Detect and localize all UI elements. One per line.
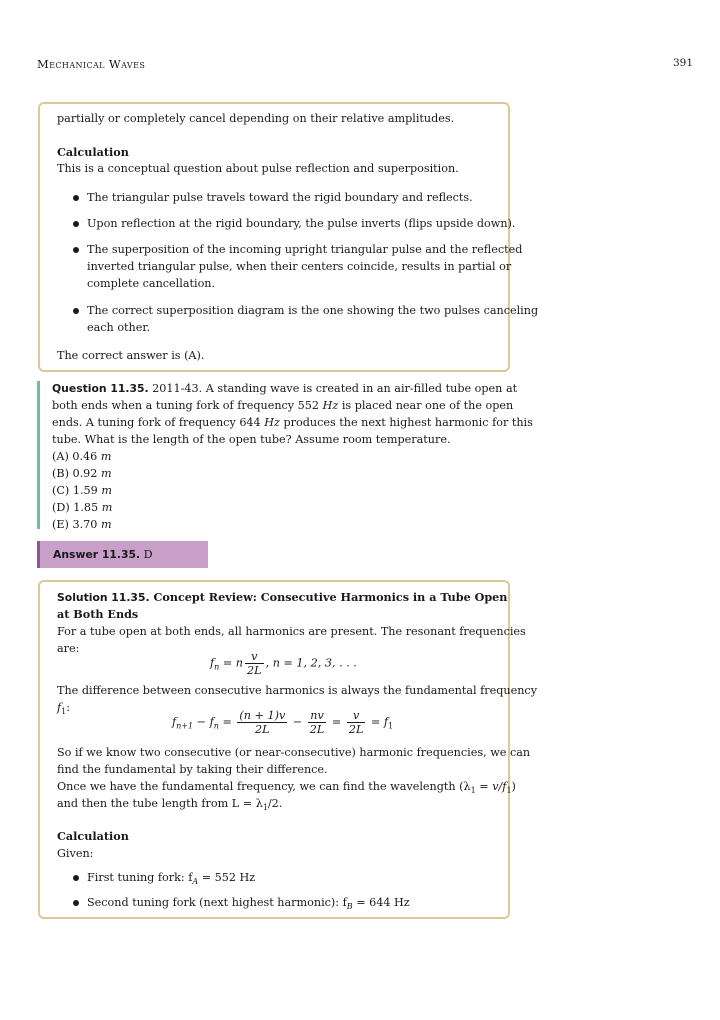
option-e: (E) 3.70 m — [52, 518, 112, 531]
unit: Hz — [322, 399, 339, 412]
question-text: both ends when a tuning fork of frequency 552 — [52, 399, 320, 412]
option-b: (B) 0.92 m — [52, 467, 112, 480]
solution-title: Solution 11.35. Concept Review: Consecutive Harmonics in a Tube Open — [57, 590, 508, 604]
equation-harmonics: $f_n = n$ $\frac{v}{2L}$ , n = 1, 2, 3, . . . — [210, 650, 357, 677]
option-c: (C) 1.59 m — [52, 484, 112, 497]
bullet-dot — [73, 221, 79, 227]
question-text: is placed near one of the open — [341, 399, 514, 412]
paragraph: The difference between consecutive harmonics is always the fundamental frequency — [57, 684, 538, 697]
bullet-text: The superposition of the incoming upright triangular pulse and the reflected — [87, 243, 523, 256]
solution-box — [38, 580, 538, 919]
conclusion-text: The correct answer is (A). — [57, 349, 205, 362]
answer-value: D — [143, 548, 153, 561]
bullet-text: The correct superposition diagram is the one showing the two pulses canceling — [87, 304, 539, 317]
given-label: Given: — [57, 847, 94, 860]
given-fa: First tuning fork: $f_A = 552$ Hz — [87, 871, 256, 887]
equation-difference: $f_{n+1} - f_n$ = $\frac{(n + 1)v}{2L}$ − $\frac{nv}{2L}$ = $\frac{v}{2L}$ = $f_1$ — [172, 709, 394, 736]
bullet-dot — [73, 875, 79, 881]
calculation-intro: This is a conceptual question about pulse reflection and superposition. — [57, 162, 459, 175]
running-header — [37, 57, 693, 71]
option-d: (D) 1.85 m — [52, 501, 113, 514]
given-fb: Second tuning fork (next highest harmonic): $f_B = 644$ Hz — [87, 896, 410, 912]
paragraph: find the fundamental by taking their difference. — [57, 763, 328, 776]
paragraph: $f_1$: — [57, 701, 71, 717]
question-text: produces the next highest harmonic for this — [283, 416, 533, 429]
answer-banner — [37, 541, 208, 568]
previous-solution-box — [38, 102, 539, 372]
bullet-dot — [73, 900, 79, 906]
bullet-text: each other. — [87, 321, 151, 334]
bullet-dot — [73, 247, 79, 253]
unit: Hz — [264, 416, 280, 429]
page-number: 391 — [672, 57, 693, 69]
paragraph: So if we know two consecutive (or near-consecutive) harmonic frequencies, we can — [57, 746, 531, 759]
paragraph: are: — [57, 642, 80, 655]
question-text: ends. A tuning fork of frequency 644 — [52, 416, 261, 429]
bullet-dot — [73, 308, 79, 314]
answer-label: Answer 11.35. — [53, 548, 141, 561]
bullet-text: inverted triangular pulse, when their centers coincide, results in partial or — [87, 260, 512, 273]
running-title: Mechanical Waves — [37, 57, 146, 71]
option-a: (A) 0.46 m — [52, 450, 112, 463]
question-accent-bar — [37, 381, 40, 529]
bullet-text: complete cancellation. — [87, 277, 216, 290]
solution-title-cont: at Both Ends — [57, 607, 139, 621]
calculation-heading: Calculation — [57, 829, 129, 843]
continued-text: partially or completely cancel depending on their relative amplitudes. — [57, 112, 455, 125]
paragraph: and then the tube length from $L = \lambda_1/2$. — [57, 797, 283, 813]
paragraph: For a tube open at both ends, all harmonics are present. The resonant frequencies — [57, 625, 526, 638]
question-text: tube. What is the length of the open tube? Assume room temperature. — [52, 433, 451, 446]
question-label: Question 11.35. — [52, 382, 149, 395]
bullet-text: The triangular pulse travels toward the rigid boundary and reflects. — [87, 191, 473, 204]
paragraph: Once we have the fundamental frequency, we can find the wavelength $(\lambda_1 = v/f_1)$ — [57, 780, 516, 796]
question-text: 2011-43. A standing wave is created in an air-filled tube open at — [152, 382, 518, 395]
calculation-heading: Calculation — [57, 145, 129, 159]
bullet-dot — [73, 195, 79, 201]
bullet-text: Upon reflection at the rigid boundary, the pulse inverts (flips upside down). — [87, 217, 516, 230]
